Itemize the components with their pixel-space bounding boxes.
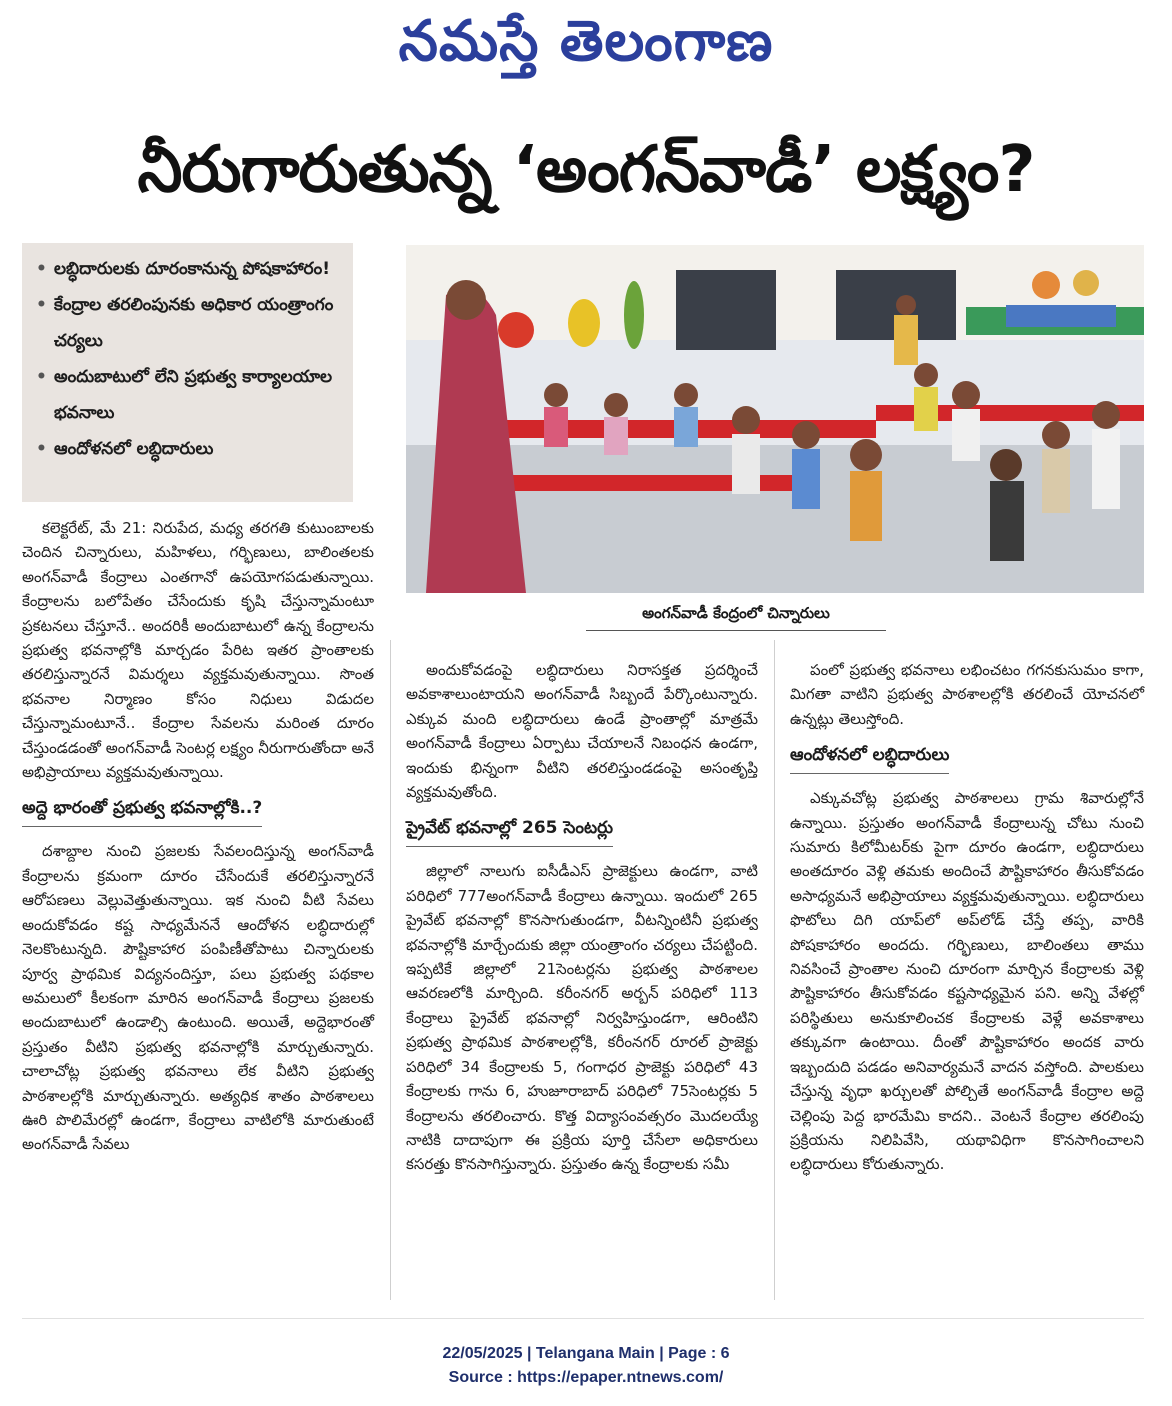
article-column-1 xyxy=(22,516,374,1159)
article-paragraph: పంలో ప్రభుత్వ భవనాలు లభించటం గగనకుసుమం కాగా, మిగతా వాటిని ప్రభుత్వ పాఠశాలల్లోకి తరలించే యోచనలో ఉన్నట్లు తెలుస్తోంది. xyxy=(790,661,1144,728)
article-paragraph: జిల్లాలో నాలుగు ఐసీడీఎస్ ప్రాజెక్టులు ఉండగా, వాటి పరిధిలో 777అంగన్‌వాడీ కేంద్రాలు ఉన్నాయి. ఇందులో 265 ప్రైవేట్ భవనాల్లో కొనసాగుతుండగా, వీటన్నింటినీ ప్రభుత్వ భవనాల్లోకి మార్చేందుకు జిల్లా యంత్రాంగం చర్యలు చేపట్టింది. ఇప్పటికే జిల్లాలో 21సెంటర్లను ప్రభుత్వ పాఠశాలల ఆవరణలోకి మార్చింది. కరీంనగర్ అర్బన్ పరిధిలో 113 కేంద్రాలు ప్రైవేట్ భవనాల్లో నిర్వహిస్తుండగా, ఆరింటిని ప్రభుత్వ ప్రాథమిక పాఠశాలల్లోకి, కరీంనగర్ రూరల్ ప్రాజెక్టు పరిధిలో 34 కేంద్రాలకు 5, గంగాధర ప్రాజెక్టు పరిధిలో 43 కేంద్రాలకు గాను 6, హుజూరాబాద్ పరిధిలో 75సెంటర్లకు 5 కేంద్రాలను తరలించారు. కొత్త విద్యాసంవత్సరం మొదలయ్యే నాటికి దాదాపుగా ఈ ప్రక్రియ పూర్తి చేసేలా అధికారులు కసరత్తు కొనసాగిస్తున్నారు. ప్రస్తుతం ఉన్న కేంద్రాలకు సమీ xyxy=(406,862,758,1174)
footer xyxy=(0,1342,1172,1390)
news-photo xyxy=(406,245,1144,593)
article-paragraph: కలెక్టరేట్, మే 21: నిరుపేద, మధ్య తరగతి కుటుంబాలకు చెందిన చిన్నారులు, మహిళలు, గర్భిణులు, బాలింతలకు అంగన్‌వాడీ కేంద్రాలు ఎంతగానో ఉపయోగపడుతున్నాయి. కేంద్రాలను బలోపేతం చేసేందుకు కృషి చేస్తున్నామంటూ ప్రకటనలు చేస్తూనే.. అందరికీ అందుబాటులో ఉన్న కేంద్రాలను ప్రభుత్వ భవనాల్లోకి మార్చడం పేరిట ఇతర ప్రాంతాలకు తరలిస్తున్నారనే విమర్శలు వ్యక్తమవుతున్నాయి. సొంత భవనాల నిర్మాణం కోసం నిధులు విడుదల చేస్తున్నామంటూనే.. కేంద్రాల సేవలను మరింత దూరం చేస్తుండడంతో అంగన్‌వాడీ సెంటర్ల లక్ష్యం నీరుగారుతోందా అనే అభిప్రాయాలు వ్యక్తమవుతున్నాయి. xyxy=(22,519,374,782)
highlight-item: • అందుబాటులో లేని ప్రభుత్వ కార్యాలయాల భవనాలు xyxy=(32,359,343,431)
highlight-item: • కేంద్రాల తరలింపునకు అధికార యంత్రాంగం చర్యలు xyxy=(32,287,343,359)
subheading: అద్దె భారంతో ప్రభుత్వ భవనాల్లోకి..? xyxy=(22,794,262,827)
subheading: ఆందోళనలో లబ్ధిదారులు xyxy=(790,741,949,774)
column-divider xyxy=(774,640,775,1300)
article-paragraph: అందుకోవడంపై లబ్ధిదారులు నిరాసక్తత ప్రదర్శించే అవకాశాలుంటాయని అంగన్‌వాడీ సిబ్బందే పేర్కొంటున్నారు. ఎక్కువ మంది లబ్ధిదారులు ఉండే ప్రాంతాల్లో మాత్రమే అంగన్‌వాడీ కేంద్రాలు ఏర్పాటు చేయాలనే నిబంధన ఉండగా, ఇందుకు భిన్నంగా వీటిని తరలిస్తుండడంపై అసంతృప్తి వ్యక్తమవుతోంది. xyxy=(406,661,758,802)
article-column-2 xyxy=(406,658,758,1179)
subheading: ప్రైవేట్ భవనాల్లో 265 సెంటర్లు xyxy=(406,814,613,847)
column-divider xyxy=(390,640,391,1300)
headline: నీరుగారుతున్న ‘అంగన్‌వాడీ’ లక్ష్యం? xyxy=(137,133,1035,207)
highlights-box xyxy=(22,243,353,502)
footer-source-link[interactable]: Source : https://epaper.ntnews.com/ xyxy=(448,1369,724,1386)
article-paragraph: దశాబ్దాల నుంచి ప్రజలకు సేవలందిస్తున్న అంగన్‌వాడీ కేంద్రాలను క్రమంగా దూరం చేసేందుకే తరలిస్తున్నారనే ఆరోపణలు వెల్లువెత్తుతున్నాయి. ఇక నుంచి వీటి సేవలు అందుకోవడం కష్ట సాధ్యమేననే ఆందోళన లబ్ధిదారుల్లో నెలకొంటున్నది. పౌష్టికాహార పంపిణీతోపాటు చిన్నారులకు పూర్వ ప్రాథమిక విద్యనందిస్తూ, పలు ప్రభుత్వ పథకాల అమలులో కీలకంగా మారిన అంగన్‌వాడీ కేంద్రాలు ప్రజలకు అందుబాటులో ఉండాల్సి ఉంటుంది. అయితే, అద్దెభారంతో ప్రస్తుతం వీటిని ప్రభుత్వ భవనాల్లోకి మార్చుతున్నారు. చాలాచోట్ల ప్రభుత్వ భవనాలు లేక వీటిని ప్రభుత్వ పాఠశాలల్లోకి మార్చుతున్నారు. అత్యధిక శాతం పాఠశాలలు ఊరి పొలిమేరల్లో ఉండగా, కేంద్రాలు వాటిలోకి మారుతుంటే అంగన్‌వాడీ సేవలు xyxy=(22,842,374,1154)
article-paragraph: ఎక్కువచోట్ల ప్రభుత్వ పాఠశాలలు గ్రామ శివారుల్లోనే ఉన్నాయి. ప్రస్తుతం అంగన్‌వాడీ కేంద్రాలున్న చోటు నుంచి సుమారు కిలోమీటర్‌కు పైగా దూరం ఉండగా, లబ్ధిదారులు అంతదూరం వెళ్లి తమకు అందించే పౌష్టికాహారం తీసుకోవడం అసాధ్యమనే అభిప్రాయాలు వ్యక్తమవుతున్నాయి. లబ్ధిదారులు ఫొటోలు దిగి యాప్‌లో అప్‌లోడ్ చేస్తే తప్ప, వారికి పోషకాహారం అందదు. గర్భిణులు, బాలింతలు తాము నివసించే ప్రాంతాల నుంచి దూరంగా మార్చిన కేంద్రాలకు వెళ్లి పౌష్టికాహారం తీసుకోవడం కష్టసాధ్యమైన పని. అన్ని వేళల్లో పరిస్థితులు అనుకూలించక కేంద్రాలకు వెళ్లే అవకాశాలు తక్కువగా ఉంటాయి. దీంతో పౌష్టికాహారం అందక వారు ఇబ్బందుది పడడం అనివార్యమనే వాదన వస్తోంది. పాలకులు చేస్తున్న వృధా ఖర్చులతో పోల్చితే అంగన్‌వాడీ కేంద్రాల అద్దె చెల్లింపు పెద్ద భారమేమి కాదని.. వెంటనే కేంద్రాల తరలింపు ప్రక్రియను నిలిపివేసి, యథావిధిగా కొనసాగించాలని లబ్ధిదారులు కోరుతున్నారు. xyxy=(790,789,1144,1174)
bottom-rule xyxy=(22,1318,1144,1319)
highlight-item: • ఆందోళనలో లబ్ధిదారులు xyxy=(32,431,343,467)
classroom-photo-illustration xyxy=(406,245,1144,593)
photo-caption: అంగన్‌వాడీ కేంద్రంలో చిన్నారులు xyxy=(586,600,886,631)
footer-date-page: 22/05/2025 | Telangana Main | Page : 6 xyxy=(442,1345,730,1362)
article-column-3 xyxy=(790,658,1144,1179)
highlight-item: • లబ్ధిదారులకు దూరంకానున్న పోషకాహారం! xyxy=(32,251,343,287)
masthead-logo: నమస్తే తెలంగాణ xyxy=(398,8,774,74)
